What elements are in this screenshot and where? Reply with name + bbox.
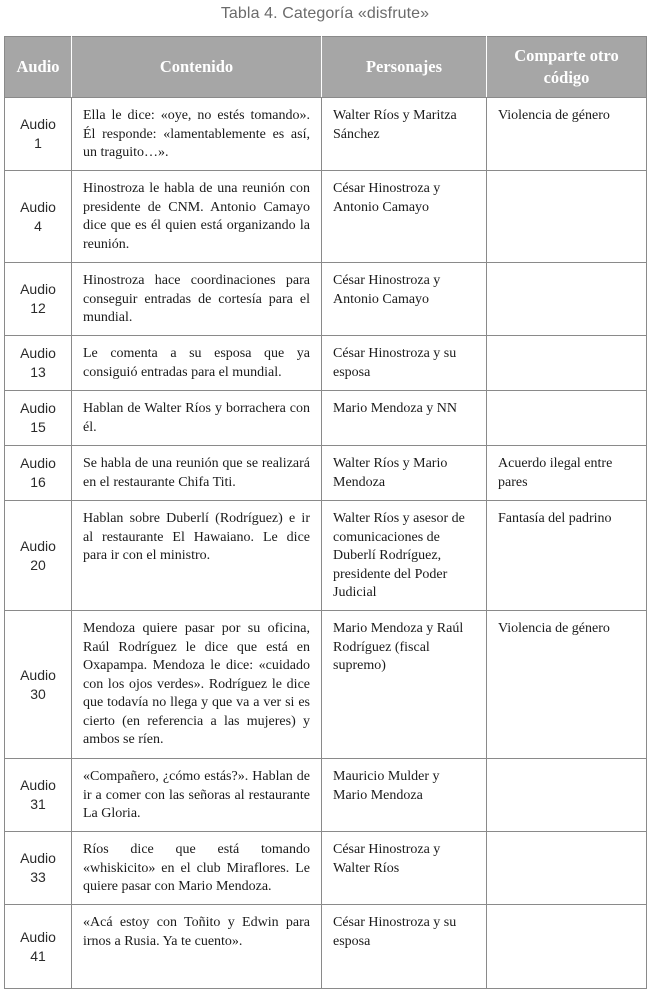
audio-label: Audio <box>20 345 56 361</box>
table-row <box>5 832 647 905</box>
contenido-cell: Hinostroza hace coordinaciones para conseguir entradas de cortesía para el mundial. <box>72 263 322 336</box>
header-comparte-otro-codigo <box>487 37 647 98</box>
header-contenido: Contenido <box>72 37 322 98</box>
contenido-cell: Ella le dice: «oye, no estés tomando». Él responde: «lamentablemente es así, un traguito…». <box>72 98 322 171</box>
audio-number: 16 <box>30 474 46 490</box>
contenido-cell: «Acá estoy con Toñito y Edwin para irnos a Rusia. Ya te cuento». <box>72 905 322 989</box>
audio-number: 30 <box>30 685 46 702</box>
contenido-cell: Hablan sobre Duberlí (Rodríguez) e ir al restaurante El Hawaiano. Le dice para ir con el ministro. <box>72 501 322 611</box>
personajes-cell: Mario Mendoza y Raúl Rodríguez (fiscal supremo) <box>322 611 487 759</box>
personajes-cell: César Hinostroza y su esposa <box>322 905 487 989</box>
audio-number: 1 <box>34 135 42 151</box>
audio-label: Audio <box>20 116 56 132</box>
audio-label: Audio <box>20 198 56 215</box>
table-row <box>5 391 647 446</box>
table-row <box>5 759 647 832</box>
audio-number: 33 <box>30 869 46 885</box>
table-row <box>5 501 647 611</box>
personajes-cell: César Hinostroza y su esposa <box>322 336 487 391</box>
header-comparte-line1: Comparte otro <box>514 46 619 65</box>
header-comparte-line2: código <box>543 68 590 87</box>
audio-cell <box>5 263 72 336</box>
contenido-cell: «Compañero, ¿cómo estás?». Hablan de ir a comer con las señoras al restaurante La Gloria. <box>72 759 322 832</box>
comparte-cell <box>487 336 647 391</box>
audio-cell <box>5 391 72 446</box>
audio-cell <box>5 446 72 501</box>
personajes-cell: César Hinostroza y Antonio Camayo <box>322 171 487 263</box>
contenido-cell: Se habla de una reunión que se realizará en el restaurante Chifa Titi. <box>72 446 322 501</box>
table-row <box>5 263 647 336</box>
audio-cell <box>5 832 72 905</box>
audio-cell <box>5 171 72 263</box>
audio-label: Audio <box>20 928 56 945</box>
personajes-cell: Mauricio Mulder y Mario Mendoza <box>322 759 487 832</box>
audio-cell <box>5 336 72 391</box>
audio-cell <box>5 98 72 171</box>
comparte-cell: Violencia de género <box>487 611 647 759</box>
audio-cell <box>5 611 72 759</box>
comparte-cell: Violencia de género <box>487 98 647 171</box>
audio-cell <box>5 759 72 832</box>
disfrute-table <box>4 36 647 989</box>
comparte-cell <box>487 832 647 905</box>
audio-cell <box>5 905 72 989</box>
table-row <box>5 336 647 391</box>
comparte-cell: Acuerdo ilegal entre pares <box>487 446 647 501</box>
audio-label: Audio <box>20 281 56 297</box>
audio-label: Audio <box>20 400 56 416</box>
comparte-cell <box>487 263 647 336</box>
personajes-cell: César Hinostroza y Antonio Camayo <box>322 263 487 336</box>
header-row <box>5 37 647 98</box>
table-row <box>5 98 647 171</box>
comparte-cell <box>487 905 647 989</box>
personajes-cell: Walter Ríos y Mario Mendoza <box>322 446 487 501</box>
audio-number: 15 <box>30 419 46 435</box>
audio-number: 20 <box>30 556 46 573</box>
audio-number: 31 <box>30 796 46 812</box>
personajes-cell: Walter Ríos y Maritza Sánchez <box>322 98 487 171</box>
audio-number: 4 <box>34 217 42 234</box>
table-row <box>5 905 647 989</box>
header-personajes: Personajes <box>322 37 487 98</box>
comparte-cell <box>487 759 647 832</box>
audio-label: Audio <box>20 777 56 793</box>
table-caption: Tabla 4. Categoría «disfrute» <box>220 5 430 22</box>
contenido-cell: Mendoza quiere pasar por su oficina, Raúl Rodríguez le dice que está en Oxapampa. Mendoza le dice: «cuidado con los ojos verdes». Rodríguez le dice que todavía no llega y que va a ver si es cierto (en referencia a las mujeres) y ambos se ríen. <box>72 611 322 759</box>
comparte-cell <box>487 171 647 263</box>
contenido-cell: Hinostroza le habla de una reunión con presidente de CNM. Antonio Camayo dice que es él quien está organizando la reunión. <box>72 171 322 263</box>
audio-label: Audio <box>20 850 56 866</box>
table-row <box>5 446 647 501</box>
contenido-cell: Ríos dice que está tomando «whiskicito» en el club Miraflores. Le quiere pasar con Mario Mendoza. <box>72 832 322 905</box>
personajes-cell: Mario Mendoza y NN <box>322 391 487 446</box>
personajes-cell: César Hinostroza y Walter Ríos <box>322 832 487 905</box>
audio-label: Audio <box>20 666 56 683</box>
audio-number: 12 <box>30 300 46 316</box>
personajes-cell: Walter Ríos y asesor de comunicaciones de Duberlí Rodríguez, presidente del Poder Judicial <box>322 501 487 611</box>
header-audio: Audio <box>5 37 72 98</box>
comparte-cell <box>487 391 647 446</box>
comparte-cell: Fantasía del padrino <box>487 501 647 611</box>
audio-number: 13 <box>30 364 46 380</box>
audio-label: Audio <box>20 537 56 554</box>
audio-number: 41 <box>30 947 46 964</box>
audio-cell <box>5 501 72 611</box>
contenido-cell: Le comenta a su esposa que ya consiguió entradas para el mundial. <box>72 336 322 391</box>
table-row <box>5 171 647 263</box>
audio-label: Audio <box>20 455 56 471</box>
contenido-cell: Hablan de Walter Ríos y borrachera con él. <box>72 391 322 446</box>
table-row <box>5 611 647 759</box>
